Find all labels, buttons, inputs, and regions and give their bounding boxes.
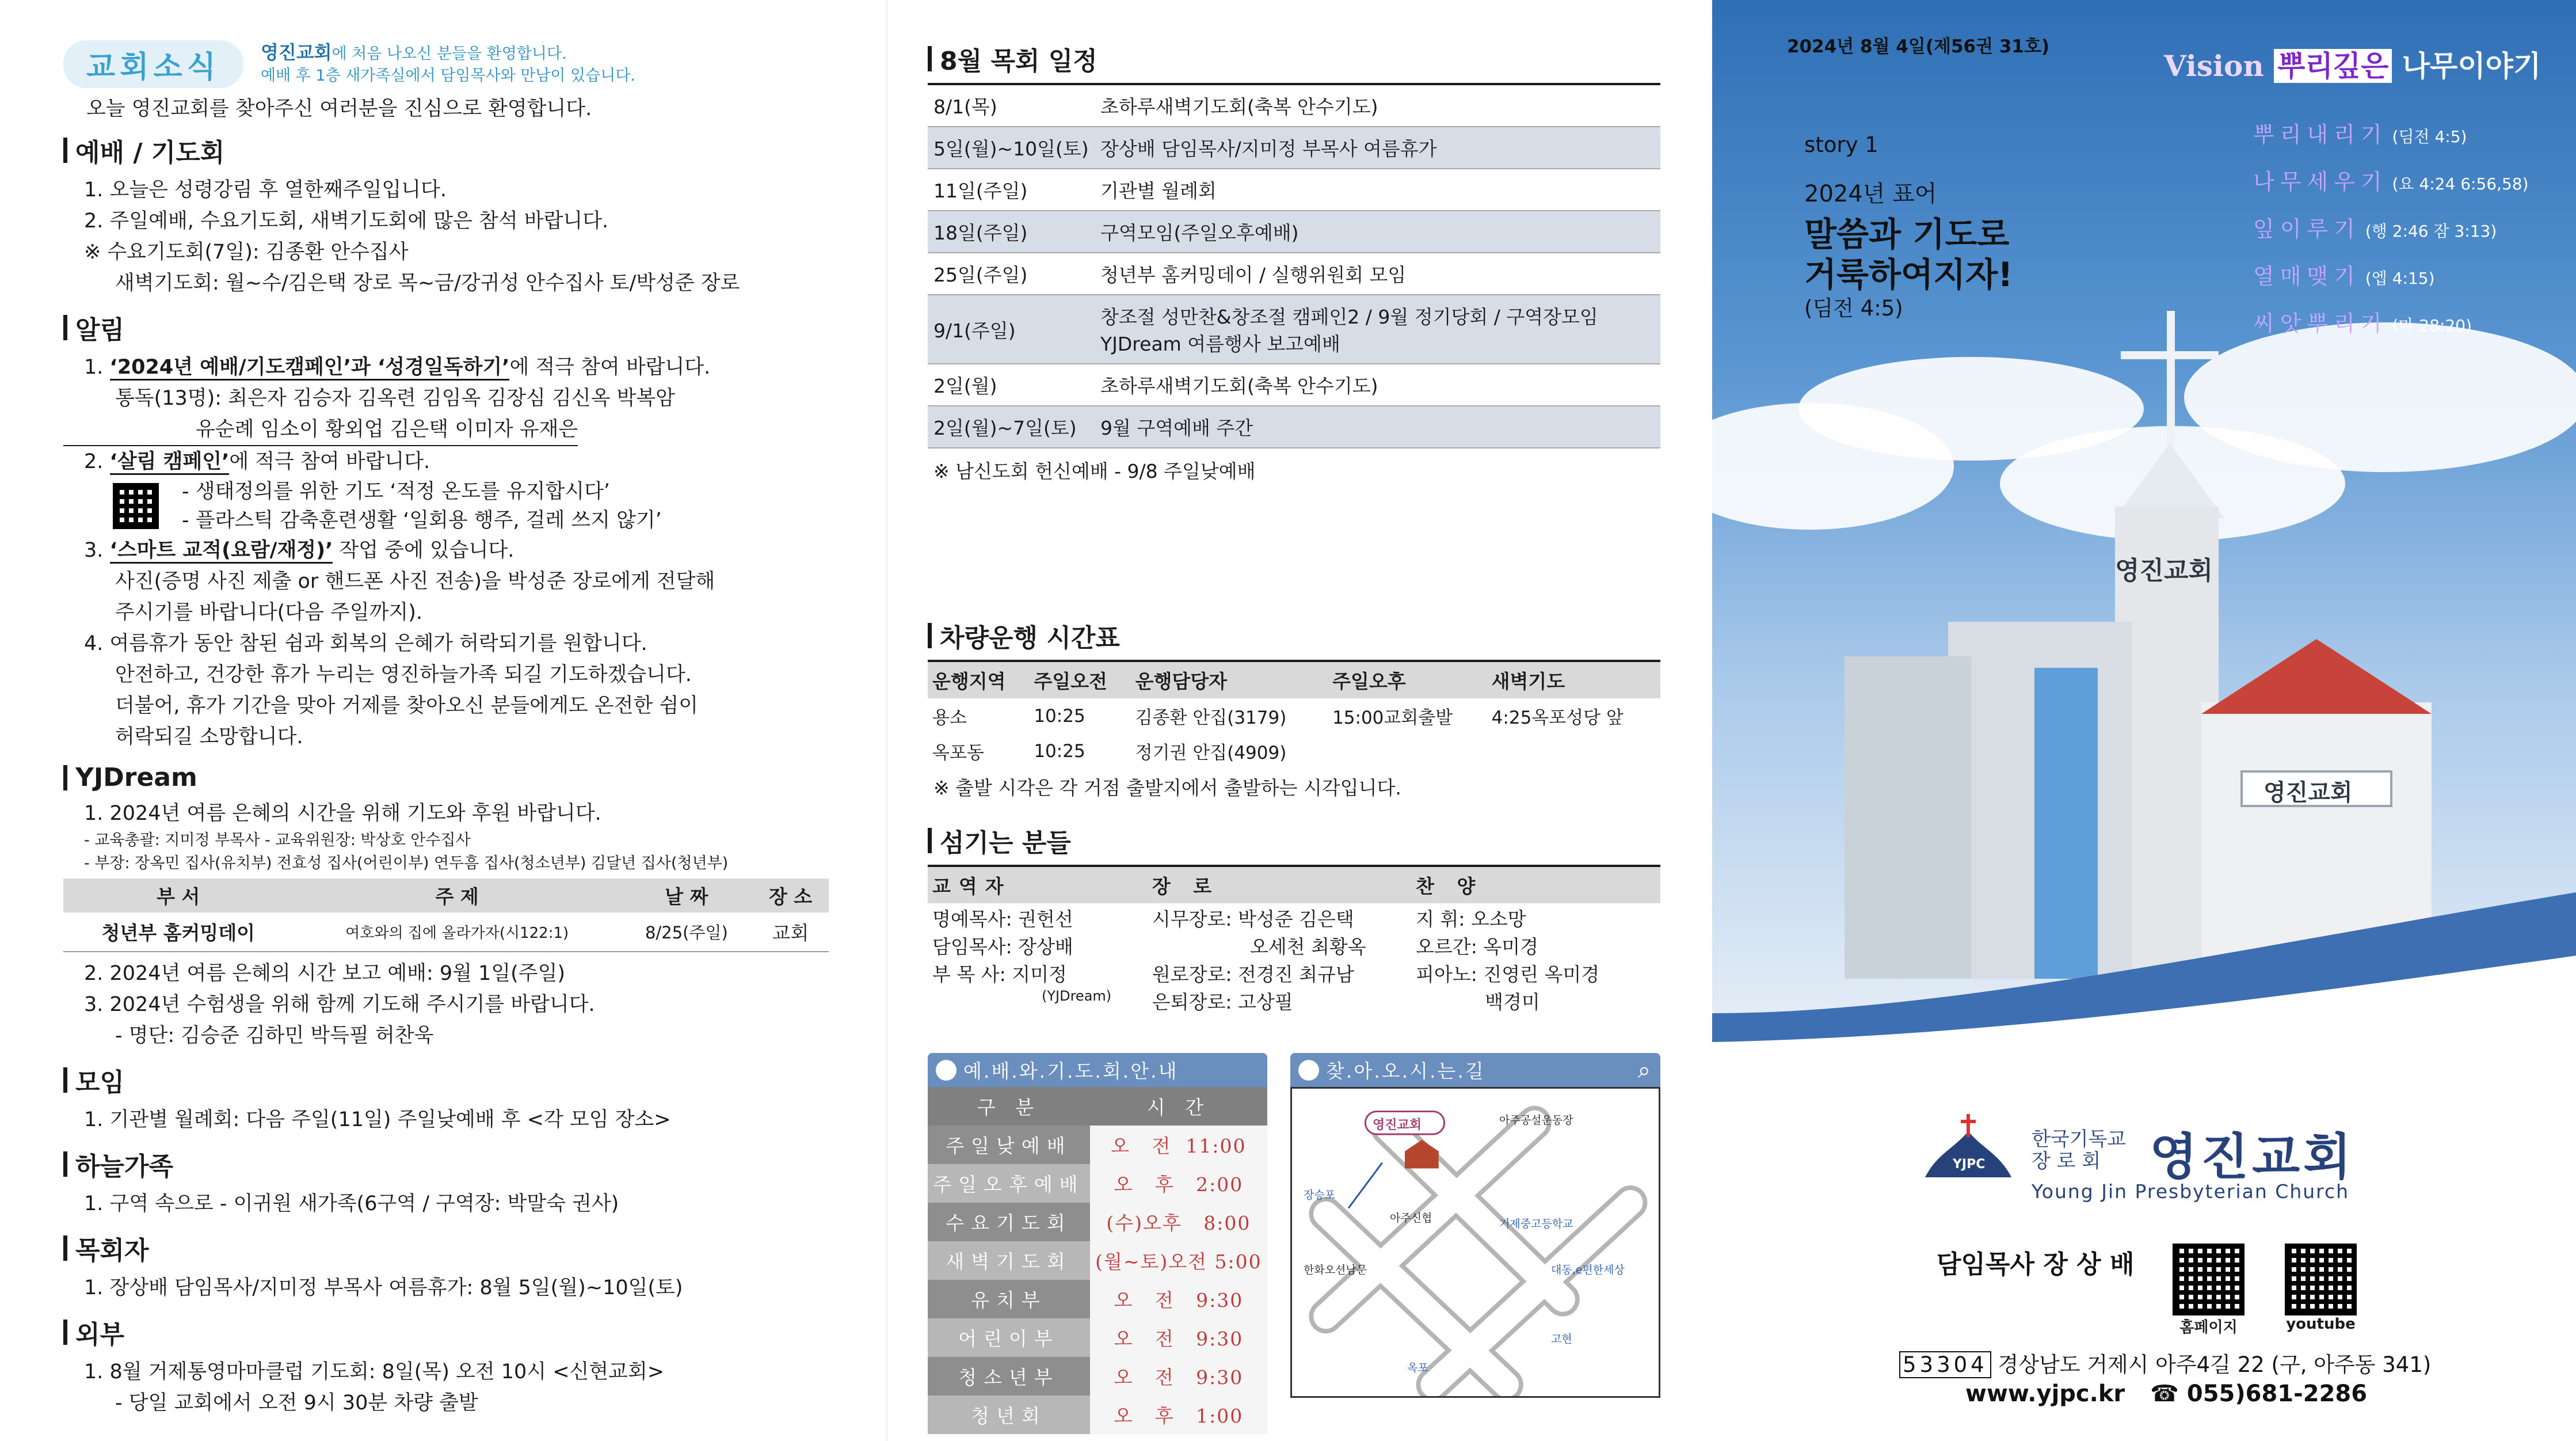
senior-pastor: 담임목사 장 상 배 <box>1937 1250 2135 1279</box>
motto-line-2: 거룩하여지자! <box>1804 255 2013 294</box>
notice-item-4-line-2: 안전하고, 건강한 휴가 누리는 영진하늘가족 되길 기도하겠습니다. <box>115 663 692 686</box>
map-roads <box>1292 1089 1659 1396</box>
map-label-church: 영진교회 <box>1373 1118 1422 1132</box>
welcome-text: 오늘 영진교회를 찾아주신 여러분을 진심으로 환영합니다. <box>86 97 592 120</box>
table-row: 새벽기도회 (월~토)오전 5:00 <box>928 1241 1267 1280</box>
building-sign-1: 영진교회 <box>2115 556 2213 585</box>
news-badge: 교회소식 <box>63 40 243 88</box>
location-icon <box>1298 1060 1319 1081</box>
worship-times-box <box>928 1053 1267 1434</box>
servant-praise-1: 지 휘: 오소망 <box>1416 908 1526 930</box>
issue-date: 2024년 8월 4일(제56권 31호) <box>1787 36 2050 57</box>
wt-th-time: 시 간 <box>1090 1087 1267 1126</box>
website-link[interactable]: www.yjpc.kr <box>1965 1381 2125 1407</box>
notice-item-1-sub-1: 통독(13명): 최은자 김승자 김옥련 김임옥 김장심 김신옥 박복암 <box>115 387 675 410</box>
yjdream-item-3-sub: - 명단: 김승준 김하민 박득필 허찬욱 <box>115 1024 434 1047</box>
notice-item-4-line-4: 허락되길 소망합니다. <box>115 725 303 748</box>
vision-step: 열매맺기 (엡 4:15) <box>2253 264 2435 289</box>
desc-line-1: 에 처음 나오신 분들을 환영합니다. <box>331 45 567 63</box>
outside-item-sub: - 당일 교회에서 오전 9시 30분 차량 출발 <box>115 1391 478 1415</box>
table-row: 9/1(주일) 창조절 성만찬&창조절 캠페인2 / 9월 정기당회 / 구역장모임 YJDream 여름행사 보고예배 <box>928 295 1660 364</box>
worship-item-2: 2. 주일예배, 수요기도회, 새벽기도회에 많은 참석 바랍니다. <box>84 210 609 233</box>
motto-line-1: 말씀과 기도로 <box>1804 215 2010 254</box>
table-row: 어린이부 오 전 9:30 <box>928 1318 1267 1357</box>
sky-family-section-title: 하늘가족 <box>63 1146 829 1183</box>
vision-step: 뿌리내리기 (딤전 4:5) <box>2253 122 2467 147</box>
servants-th-elders: 장 로 <box>1148 866 1411 903</box>
worship-item-3: ※ 수요기도회(7일): 김종환 안수집사 <box>84 241 409 264</box>
servants-section-title: 섬기는 분들 <box>928 822 1660 859</box>
notice-item-2-sub-2: - 플라스틱 감축훈련생활 ‘일회용 행주, 걸레 쓰지 않기’ <box>182 509 662 532</box>
servant-clergy-3: 부 목 사: 지미정 <box>932 963 1067 986</box>
servant-elder-3: 원로장로: 전경진 최규남 <box>1152 963 1354 986</box>
church-name: 영진교회 <box>2150 1128 2355 1186</box>
bus-th-am: 주일오전 <box>1029 661 1130 698</box>
table-row: 11일(주일) 기관별 월례회 <box>928 169 1660 211</box>
story-label: story 1 <box>1804 132 1878 157</box>
worship-item-4: 새벽기도회: 월~수/김은택 장로 목~금/강귀성 안수집사 토/박성준 장로 <box>115 272 740 295</box>
bus-th-driver: 운행담당자 <box>1131 661 1328 698</box>
outside-section-title: 외부 <box>63 1314 829 1351</box>
yjdream-staff-1: - 교육총괄: 지미정 부목사 - 교육위원장: 박상호 안수집사 <box>84 831 471 849</box>
worship-times-table <box>928 1087 1267 1434</box>
notice-item-3: 3. ‘스마트 교적(요람/재정)’ 작업 중에 있습니다. <box>63 535 829 566</box>
notice-item-4: 4. 여름휴가 동안 참된 쉼과 회복의 은혜가 허락되기를 원합니다. <box>84 632 647 655</box>
phone-number: 055)681-2286 <box>2186 1381 2368 1407</box>
notice-item-2: 2. ‘살림 캠페인’에 적극 참여 바랍니다. <box>63 446 829 477</box>
table-row: 2일(월) 초하루새벽기도회(축복 안수기도) <box>928 364 1660 406</box>
church-name-inline: 영진교회 <box>260 41 332 63</box>
notice-section-title: 알림 <box>63 309 829 346</box>
servant-praise-2: 오르간: 옥미경 <box>1416 936 1539 958</box>
bus-note: ※ 출발 시각은 각 거점 출발지에서 출발하는 시각입니다. <box>933 777 1401 799</box>
vision-step: 씨앗뿌리기 (마 28:20) <box>2253 311 2472 336</box>
worship-section-title: 예배 / 기도회 <box>63 132 829 169</box>
bus-th-area: 운행지역 <box>928 661 1029 698</box>
meeting-section-title: 모임 <box>63 1062 829 1098</box>
qr-code-icon[interactable] <box>113 483 159 529</box>
map-label-okpo: 옥포 <box>1407 1362 1428 1374</box>
contact <box>1965 1381 2367 1407</box>
servant-clergy-note: (YJDream) <box>1042 988 1112 1004</box>
map-label-stadium: 아주공설운동장 <box>1499 1114 1573 1127</box>
yjdream-section-title: YJDream <box>63 763 829 792</box>
phone-icon: ☎ <box>2150 1381 2179 1407</box>
homepage-qr[interactable]: 홈페이지 <box>2173 1244 2245 1337</box>
schedule-table <box>928 83 1660 447</box>
vision-steps <box>2253 112 2529 348</box>
servant-elder-1: 시무장로: 박성준 김은택 <box>1152 908 1354 930</box>
yjdream-th-dept: 부 서 <box>63 879 294 912</box>
table-row: 청년회 오 후 1:00 <box>928 1396 1267 1434</box>
cover-wave <box>1712 823 2576 1054</box>
servant-clergy-2: 담임목사: 장상배 <box>932 936 1073 958</box>
table-row: 용소 10:25 김종환 안집(3179) 15:00교회출발 4:25옥포성당 앞 <box>932 705 1624 728</box>
map-title: 찾.아.오.시.는.길 ⌕ <box>1290 1053 1660 1087</box>
table-row: 청년부 홈커밍데이 여호와의 집에 올라가자(시122:1) 8/25(주일) 교회 <box>63 912 829 952</box>
year-motto-title: 2024년 표어 <box>1804 181 1937 207</box>
table-row: 18일(주일) 구역모임(주일오후예배) <box>928 211 1660 253</box>
worship-times-title: 예.배.와.기.도.회.안.내 <box>928 1053 1267 1087</box>
yjdream-item-1: 1. 2024년 여름 은혜의 시간을 위해 기도와 후원 바랍니다. <box>84 802 601 825</box>
servant-elder-2: 오세천 최황옥 <box>1249 936 1366 958</box>
notice-item-2-sub-1: - 생태정의를 위한 기도 ‘적정 온도를 유지합시다’ <box>182 480 611 503</box>
denomination: 한국기독교 장 로 회 <box>2032 1128 2127 1173</box>
meeting-item: 1. 기관별 월례회: 다음 주일(11일) 주일낮예배 후 <각 모임 장소> <box>84 1108 671 1131</box>
map-box <box>1290 1053 1660 1434</box>
address: 53304 경상남도 거제시 아주4길 22 (구, 아주동 341) <box>1899 1347 2431 1378</box>
bus-table <box>928 660 1660 769</box>
table-row: 2일(월)~7일(토) 9월 구역예배 주간 <box>928 406 1660 447</box>
cover-column <box>1712 0 2576 1441</box>
servant-praise-3: 피아노: 진영린 옥미경 <box>1416 963 1600 986</box>
notice-item-1-sub-2: 유순례 임소이 황외업 김은택 이미자 유재은 <box>63 414 578 446</box>
wt-th-kind: 구 분 <box>928 1087 1090 1126</box>
table-row: 25일(주일) 청년부 홈커밍데이 / 실행위원회 모임 <box>928 253 1660 295</box>
vision-step: 잎이루기 (행 2:46 잠 3:13) <box>2253 216 2497 242</box>
table-row: 주일오후예배 오 후 2:00 <box>928 1164 1267 1203</box>
building-sign-2: 영진교회 <box>2263 780 2353 806</box>
sky-family-item: 1. 구역 속으로 - 이귀원 새가족(6구역 / 구역장: 박말숙 권사) <box>84 1192 619 1215</box>
servants-th-clergy: 교역자 <box>928 866 1148 903</box>
desc-line-2: 예배 후 1층 새가족실에서 담임목사와 만남이 있습니다. <box>260 67 635 85</box>
table-row: 5일(월)~10일(토) 장상배 담임목사/지미정 부목사 여름휴가 <box>928 127 1660 169</box>
map-area[interactable] <box>1290 1087 1660 1398</box>
yjdream-item-3: 3. 2024년 수험생을 위해 함께 기도해 주시기를 바랍니다. <box>84 993 595 1016</box>
notice-item-1: 1. ‘2024년 예배/기도캠페인’과 ‘성경일독하기’에 적극 참여 바랍니다. <box>63 352 829 383</box>
bus-th-pm: 주일오후 <box>1328 661 1487 698</box>
bus-section-title: 차량운행 시간표 <box>928 617 1660 654</box>
pastor-section-title: 목회자 <box>63 1230 829 1267</box>
yjdream-table <box>63 879 829 952</box>
yjdream-th-date: 날 짜 <box>621 879 752 912</box>
church-icon <box>936 1060 957 1081</box>
yjpc-logo: YJPC <box>1919 1114 2017 1183</box>
notice-item-4-line-3: 더불어, 휴가 기간을 맞아 거제를 찾아오신 분들에게도 온전한 쉼이 <box>115 694 699 717</box>
map-label-daedong: 대동,e편한세상 <box>1551 1264 1625 1276</box>
news-header <box>63 40 829 88</box>
table-row: 청소년부 오 전 9:30 <box>928 1357 1267 1396</box>
servants-table <box>928 865 1660 1018</box>
yjdream-th-place: 장 소 <box>752 879 829 912</box>
servants-th-praise: 찬 양 <box>1411 866 1660 903</box>
yjdream-item-2: 2. 2024년 여름 은혜의 시간 보고 예배: 9월 1일(주일) <box>84 962 566 985</box>
youtube-qr[interactable]: youtube <box>2285 1244 2357 1333</box>
notice-item-3-sub-1: 사진(증명 사진 제출 or 핸드폰 사진 전송)을 박성준 장로에게 전달해 <box>115 570 715 593</box>
outside-item: 1. 8월 거제통영마마클럽 기도회: 8일(목) 오전 10시 <신현교회> <box>84 1360 665 1383</box>
schedule-column <box>886 0 1712 1441</box>
pastor-item: 1. 장상배 담임목사/지미정 부목사 여름휴가: 8월 5일(월)~10일(토) <box>84 1276 683 1299</box>
map-label-hanwha: 한화오션남문 <box>1304 1264 1367 1276</box>
motto-reference: (딤전 4:5) <box>1804 296 1903 321</box>
bus-th-dawn: 새벽기도 <box>1487 661 1660 698</box>
magnifier-icon[interactable]: ⌕ <box>1637 1056 1652 1083</box>
map-label-school: 거제중고등학교 <box>1499 1218 1573 1230</box>
servant-elder-4: 은퇴장로: 고상필 <box>1152 991 1293 1013</box>
servant-praise-4: 백경미 <box>1485 991 1540 1013</box>
map-label-shinhyup: 아주신협 <box>1390 1212 1432 1225</box>
map-label-gohyeon: 고현 <box>1551 1333 1572 1345</box>
church-english-name: Young Jin Presbyterian Church <box>2032 1180 2350 1203</box>
table-row: 수요기도회 (수)오후 8:00 <box>928 1203 1267 1241</box>
vision-title: Vision 뿌리깊은 나무이야기 <box>2164 49 2541 83</box>
table-row: 주일낮예배 오 전 11:00 <box>928 1126 1267 1164</box>
yjdream-th-theme: 주 제 <box>294 879 621 912</box>
map-label-jangseungpo: 장승포 <box>1304 1189 1336 1202</box>
notice-item-2-block <box>63 477 829 535</box>
news-column <box>0 0 886 1441</box>
vision-step: 나무세우기 (요 4:24 6:56,58) <box>2253 169 2529 195</box>
notice-item-3-sub-2: 주시기를 바랍니다(다음 주일까지). <box>115 601 423 624</box>
schedule-note: ※ 남신도회 헌신예배 - 9/8 주일낮예배 <box>928 447 1660 492</box>
schedule-section-title: 8월 목회 일정 <box>928 40 1660 77</box>
table-row: 8/1(목) 초하루새벽기도회(축복 안수기도) <box>928 84 1660 127</box>
worship-item-1: 1. 오늘은 성령강림 후 열한째주일입니다. <box>84 178 447 201</box>
servant-clergy-1: 명예목사: 권헌선 <box>932 908 1073 930</box>
table-row: 유치부 오 전 9:30 <box>928 1280 1267 1318</box>
bottom-boxes <box>928 1053 1660 1434</box>
yjdream-staff-2: - 부장: 장옥민 집사(유치부) 전효성 집사(어린이부) 연두흠 집사(청소년부) 김달년 집사(청년부) <box>84 854 729 872</box>
news-description <box>261 41 635 87</box>
table-row: 옥포동 10:25 정기권 안집(4909) <box>932 740 1287 763</box>
